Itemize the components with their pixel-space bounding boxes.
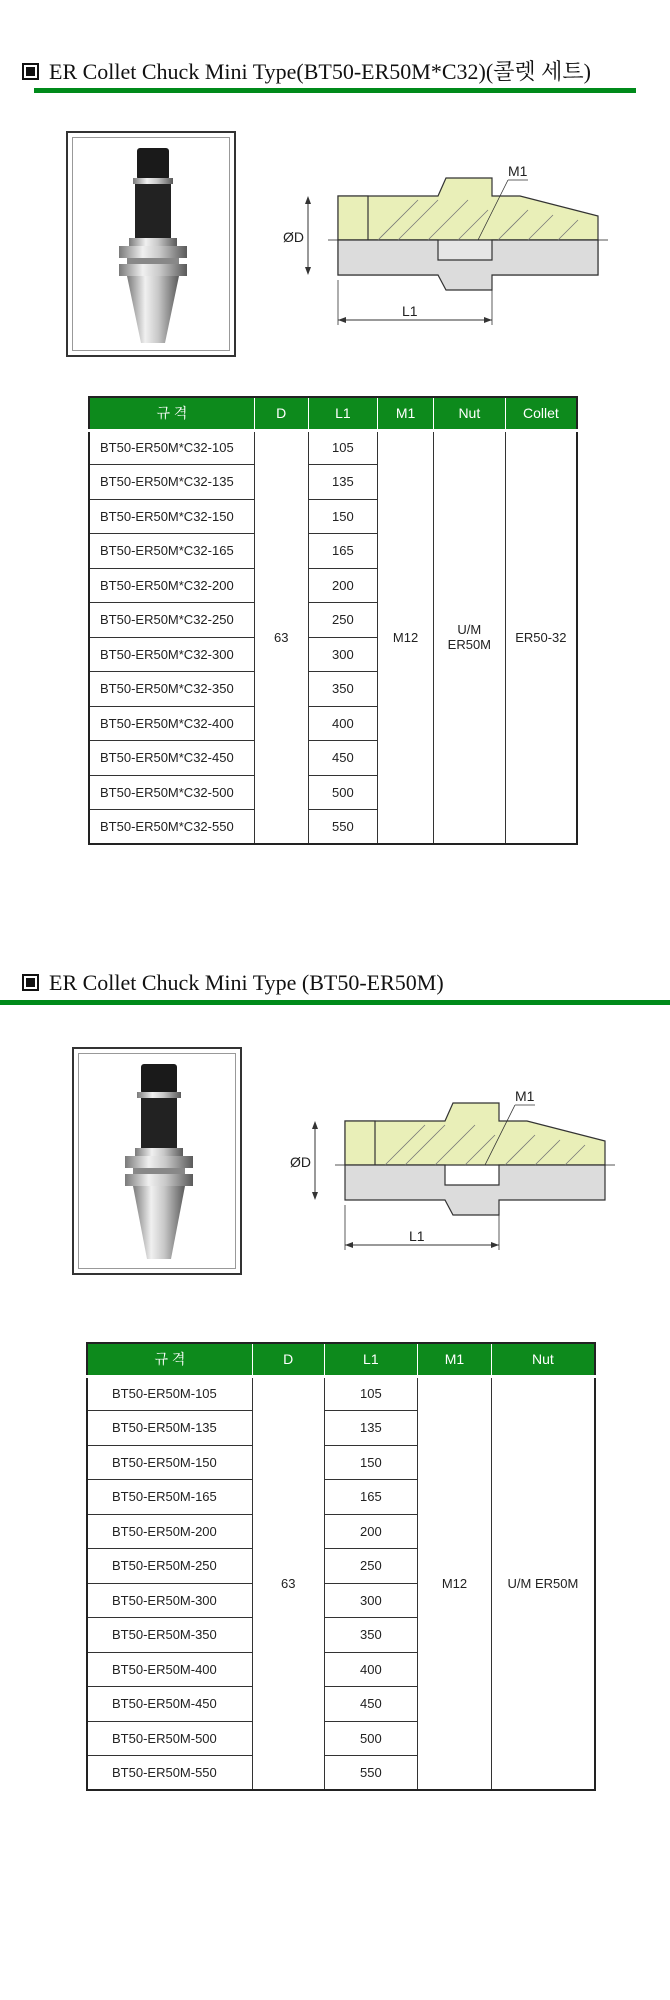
table-row xyxy=(87,1376,595,1411)
cell-l1: 250 xyxy=(308,603,378,638)
cell-model: BT50-ER50M*C32-250 xyxy=(89,603,254,638)
collet-chuck-photo-icon xyxy=(73,138,233,354)
col-header-nut: Nut xyxy=(491,1343,595,1376)
cell-l1: 500 xyxy=(324,1721,418,1756)
square-bullet-icon xyxy=(22,974,39,991)
cell-l1: 450 xyxy=(308,741,378,776)
cell-l1: 200 xyxy=(324,1514,418,1549)
cell-model: BT50-ER50M*C32-500 xyxy=(89,775,254,810)
section-title-text: ER Collet Chuck Mini Type (BT50-ER50M) xyxy=(49,970,444,995)
cell-model: BT50-ER50M*C32-200 xyxy=(89,568,254,603)
cell-d-merged: 63 xyxy=(252,1376,324,1790)
cell-m1-merged: M12 xyxy=(418,1376,492,1790)
cell-model: BT50-ER50M*C32-165 xyxy=(89,534,254,569)
col-header-nut: Nut xyxy=(433,397,505,430)
cell-l1: 150 xyxy=(308,499,378,534)
cell-l1: 450 xyxy=(324,1687,418,1722)
dim-l1-label: L1 xyxy=(402,303,418,319)
cell-model: BT50-ER50M*C32-450 xyxy=(89,741,254,776)
cell-l1: 350 xyxy=(308,672,378,707)
cell-model: BT50-ER50M*C32-400 xyxy=(89,706,254,741)
square-bullet-icon xyxy=(22,63,39,80)
nut-line-1: U/M xyxy=(457,622,482,638)
title-underline xyxy=(0,1000,670,1005)
section-title-text: ER Collet Chuck Mini Type(BT50-ER50M*C32)(콜렛 세트) xyxy=(49,59,591,84)
collet-chuck-photo-icon xyxy=(79,1054,239,1272)
col-header-l1: L1 xyxy=(308,397,378,430)
cell-l1: 165 xyxy=(324,1480,418,1515)
cell-nut-merged xyxy=(433,430,505,844)
cell-l1: 135 xyxy=(324,1411,418,1446)
table-header-row xyxy=(89,397,577,430)
spec-table xyxy=(86,1342,596,1791)
cell-model: BT50-ER50M-350 xyxy=(87,1618,252,1653)
col-header-d: D xyxy=(254,397,308,430)
col-header-spec: 규 격 xyxy=(89,397,254,430)
table-row xyxy=(89,430,577,465)
dim-d-label: ØD xyxy=(290,1154,311,1170)
cell-model: BT50-ER50M-300 xyxy=(87,1583,252,1618)
cell-model: BT50-ER50M-400 xyxy=(87,1652,252,1687)
col-header-l1: L1 xyxy=(324,1343,418,1376)
section-title xyxy=(22,968,444,998)
nut-line-2: ER50M xyxy=(447,637,492,653)
cell-model: BT50-ER50M-550 xyxy=(87,1756,252,1791)
table-header-row xyxy=(87,1343,595,1376)
cell-model: BT50-ER50M*C32-150 xyxy=(89,499,254,534)
dim-d-label: ØD xyxy=(283,229,304,245)
cell-l1: 500 xyxy=(308,775,378,810)
cell-nut-merged: U/M ER50M xyxy=(491,1376,595,1790)
cell-l1: 550 xyxy=(324,1756,418,1791)
title-underline xyxy=(34,88,636,93)
cell-model: BT50-ER50M-500 xyxy=(87,1721,252,1756)
col-header-m1: M1 xyxy=(418,1343,492,1376)
cell-l1: 400 xyxy=(308,706,378,741)
cell-m1-merged: M12 xyxy=(378,430,434,844)
dim-m1-label: M1 xyxy=(515,1088,535,1104)
col-header-collet: Collet xyxy=(505,397,577,430)
technical-drawing xyxy=(285,1085,635,1265)
cell-collet-merged: ER50-32 xyxy=(505,430,577,844)
cell-model: BT50-ER50M*C32-350 xyxy=(89,672,254,707)
cell-l1: 250 xyxy=(324,1549,418,1584)
cell-l1: 300 xyxy=(324,1583,418,1618)
cell-l1: 105 xyxy=(308,430,378,465)
cell-model: BT50-ER50M-105 xyxy=(87,1376,252,1411)
cell-model: BT50-ER50M*C32-105 xyxy=(89,430,254,465)
dim-m1-label: M1 xyxy=(508,163,528,179)
cell-model: BT50-ER50M-150 xyxy=(87,1445,252,1480)
spec-table xyxy=(88,396,578,845)
cell-l1: 550 xyxy=(308,810,378,845)
section-chuck-only xyxy=(0,950,670,2000)
section-title xyxy=(22,57,591,87)
col-header-m1: M1 xyxy=(378,397,434,430)
cell-l1: 150 xyxy=(324,1445,418,1480)
product-photo xyxy=(72,1047,242,1275)
cell-model: BT50-ER50M-165 xyxy=(87,1480,252,1515)
product-photo xyxy=(66,131,236,357)
cell-model: BT50-ER50M-250 xyxy=(87,1549,252,1584)
col-header-d: D xyxy=(252,1343,324,1376)
cell-model: BT50-ER50M*C32-550 xyxy=(89,810,254,845)
cell-l1: 135 xyxy=(308,465,378,500)
cell-l1: 400 xyxy=(324,1652,418,1687)
cell-l1: 200 xyxy=(308,568,378,603)
section-collet-set xyxy=(0,0,670,900)
col-header-spec: 규 격 xyxy=(87,1343,252,1376)
cell-l1: 165 xyxy=(308,534,378,569)
cell-model: BT50-ER50M*C32-300 xyxy=(89,637,254,672)
cell-model: BT50-ER50M*C32-135 xyxy=(89,465,254,500)
cell-d-merged: 63 xyxy=(254,430,308,844)
dim-l1-label: L1 xyxy=(409,1228,425,1244)
cell-l1: 350 xyxy=(324,1618,418,1653)
cell-model: BT50-ER50M-450 xyxy=(87,1687,252,1722)
cell-model: BT50-ER50M-135 xyxy=(87,1411,252,1446)
cell-l1: 105 xyxy=(324,1376,418,1411)
cell-model: BT50-ER50M-200 xyxy=(87,1514,252,1549)
cell-l1: 300 xyxy=(308,637,378,672)
technical-drawing xyxy=(278,160,628,340)
